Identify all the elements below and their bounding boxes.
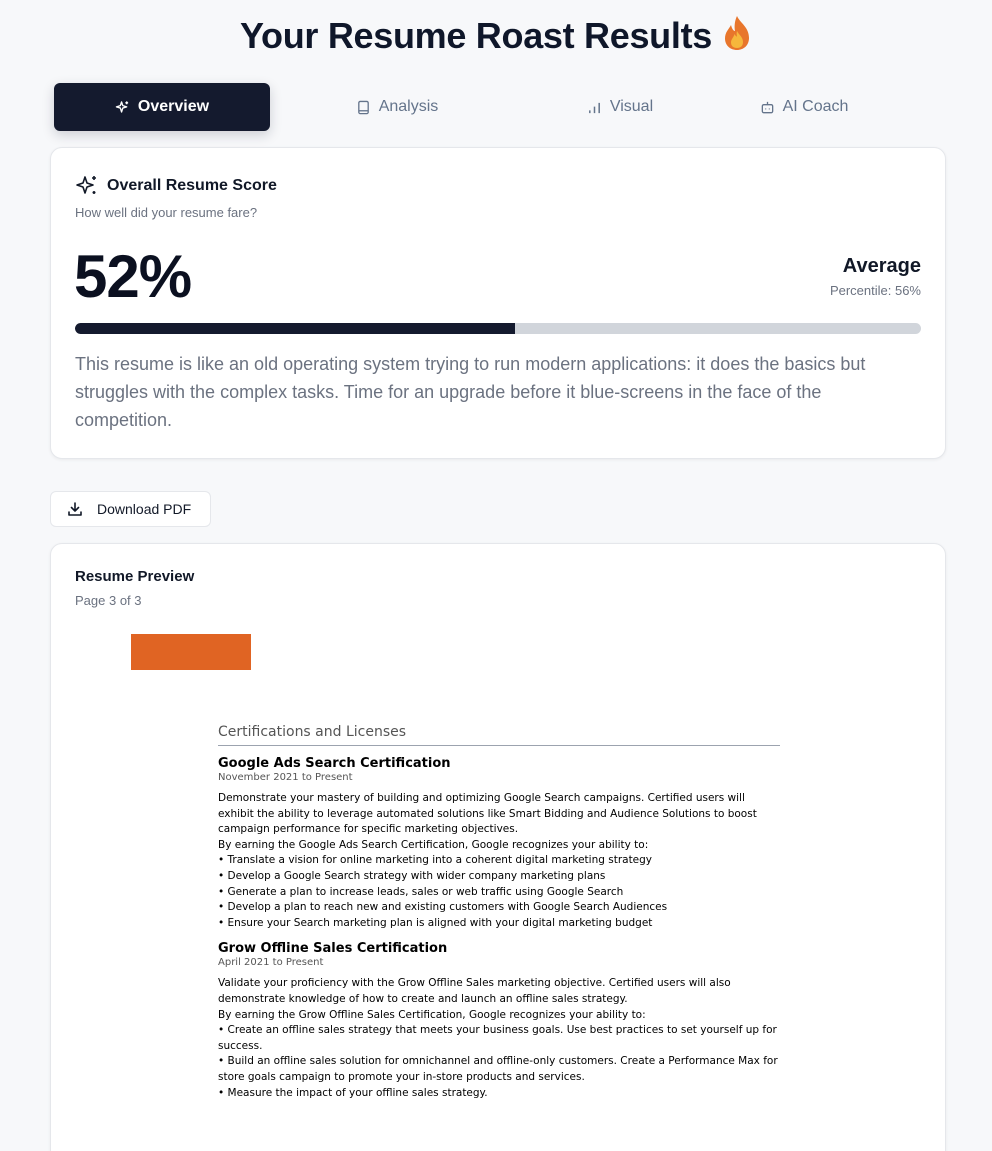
certification-line: • Ensure your Search marketing plan is aligned with your digital marketing budget <box>218 916 653 929</box>
download-pdf-label: Download PDF <box>97 501 192 517</box>
resume-document <box>218 724 780 1101</box>
certification-name: Grow Offline Sales Certification <box>218 941 448 957</box>
tab-bar <box>54 83 892 131</box>
score-percentile: Percentile: 56% <box>829 283 921 298</box>
score-card-subtitle: How well did your resume fare? <box>75 205 258 220</box>
resume-page <box>131 634 851 1151</box>
score-card-header <box>75 174 277 198</box>
tab-ai-coach-label: AI Coach <box>782 98 849 115</box>
certification-description <box>218 791 780 931</box>
certification-date: April 2021 to Present <box>218 957 324 969</box>
certification-line: Demonstrate your mastery of building and optimizing Google Search campaigns. Certified users will exhibit the ability to leverage automated solutions like Smart Bidding and Audience Solutions to boost campaign performance for specific marketing objectives. <box>218 792 757 836</box>
tab-overview[interactable] <box>54 83 270 131</box>
tab-ai-coach[interactable] <box>716 83 892 131</box>
certification-name: Google Ads Search Certification <box>218 756 451 771</box>
tab-visual[interactable] <box>524 83 716 131</box>
tab-analysis[interactable] <box>270 83 524 131</box>
certification-line: • Develop a Google Search strategy with wider company marketing plans <box>218 869 606 882</box>
certification-list <box>218 756 780 1101</box>
score-rating: Average <box>842 255 921 277</box>
score-progress-bar <box>75 323 921 334</box>
resume-accent-bar <box>131 634 251 670</box>
certification-line: • Generate a plan to increase leads, sales or web traffic using Google Search <box>218 885 624 898</box>
sparkles-icon <box>75 174 99 198</box>
certification-line: • Create an offline sales strategy that meets your business goals. Use best practices to set yourself up for success. <box>218 1024 777 1052</box>
score-card-title: Overall Resume Score <box>107 177 277 194</box>
certification-line: • Build an offline sales solution for omnichannel and offline-only customers. Create a Performance Max for store goals campaign to promote your in-store products and services. <box>218 1055 778 1083</box>
download-icon <box>67 501 83 517</box>
certification-date: November 2021 to Present <box>218 772 353 783</box>
preview-title: Resume Preview <box>75 568 195 585</box>
score-card <box>50 147 946 459</box>
certification-item <box>218 756 780 931</box>
resume-section-heading: Certifications and Licenses <box>218 724 780 746</box>
roast-text: This resume is like an old operating system trying to run modern applications: it does the basics but struggles with the complex tasks. Time for an upgrade before it blue-screens in the face of the competition. <box>75 354 866 430</box>
book-icon <box>356 100 371 115</box>
score-value: 52% <box>74 243 192 310</box>
tab-visual-label: Visual <box>609 98 654 115</box>
resume-preview-card <box>50 543 946 1151</box>
certification-description <box>218 976 780 1101</box>
bar-chart-icon <box>587 100 602 115</box>
page-title: Your Resume Roast Results <box>0 14 992 61</box>
certification-line: By earning the Google Ads Search Certification, Google recognizes your ability to: <box>218 838 649 851</box>
fire-icon <box>722 14 752 61</box>
certification-line: By earning the Grow Offline Sales Certification, Google recognizes your ability to: <box>218 1008 646 1021</box>
sparkles-icon <box>115 100 130 115</box>
download-pdf-button[interactable] <box>50 491 211 527</box>
certification-line: • Translate a vision for online marketing into a coherent digital marketing strategy <box>218 854 653 867</box>
certification-line: • Measure the impact of your offline sales strategy. <box>218 1086 488 1099</box>
score-progress-fill <box>75 323 515 334</box>
preview-page-indicator: Page 3 of 3 <box>75 593 142 608</box>
tab-overview-label: Overview <box>137 98 210 115</box>
certification-line: Validate your proficiency with the Grow Offline Sales marketing objective. Certified users will also demonstrate knowledge of how to create and launch an offline sales strategy. <box>218 977 731 1005</box>
bot-icon <box>760 100 775 115</box>
certification-line: • Develop a plan to reach new and existing customers with Google Search Audiences <box>218 901 668 914</box>
tab-analysis-label: Analysis <box>378 98 439 115</box>
certification-item <box>218 941 780 1101</box>
